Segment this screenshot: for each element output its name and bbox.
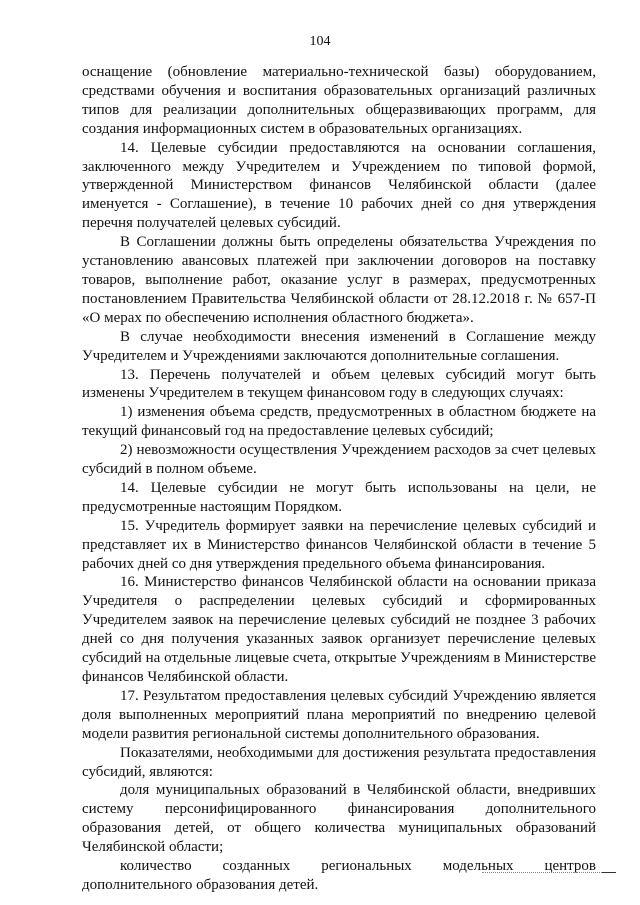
paragraph: количество созданных региональных модельных центров дополнительного образования детей. <box>82 858 596 893</box>
page-number: 104 <box>309 34 331 49</box>
paragraph: 1) изменения объема средств, предусмотренных в областном бюджете на текущий финансовый год на предоставление целевых субсидий; <box>82 404 596 440</box>
paragraph: В Соглашении должны быть определены обязательства Учреждения по установлению авансовых платежей при заключении договоров на поставку товаров, выполнение работ, оказание услуг в размерах, предусмотренных постановлением Правительства Челябинской области от 28.12.2018 г. № 657-П «О мерах по обеспечению исполнения областного бюджета». <box>82 234 596 326</box>
paragraph: 14. Целевые субсидии предоставляются на основании соглашения, заключенного между Учредителем и Учреждением по типовой формой, утвержденной Министерством финансов Челябинской области (далее именуется - Соглашение), в течение 10 рабочих дней со дня утверждения перечня получателей целевых субсидий. <box>82 139 596 232</box>
footer-solid-rule <box>602 872 616 873</box>
footer-dotted-rule <box>482 872 602 873</box>
paragraph: Показателями, необходимыми для достижения результата предоставления субсидий, являются: <box>82 744 596 780</box>
paragraph: 15. Учредитель формирует заявки на перечисление целевых субсидий и представляет их в Министерство финансов Челябинской области в течение 5 рабочих дней со дня утверждения предельного объема финансирования. <box>82 517 596 572</box>
document-body <box>82 63 596 895</box>
paragraph: 16. Министерство финансов Челябинской области на основании приказа Учредителя о распределении целевых субсидий и сформированных Учредителем заявок на перечисление целевых субсидий не позднее 3 рабочих дней со дня получения указанных заявок организует перечисление целевых субсидий на отдельные лицевые счета, открытые Учреждениям в Министерстве финансов Челябинской области. <box>82 574 596 685</box>
paragraph: 17. Результатом предоставления целевых субсидий Учреждению является доля выполненных мероприятий плана мероприятий по внедрению целевой модели развития региональной системы дополнительного образования. <box>82 687 596 742</box>
paragraph: 13. Перечень получателей и объем целевых субсидий могут быть изменены Учредителем в текущем финансовом году в следующих случаях: <box>82 366 596 402</box>
paragraph: 2) невозможности осуществления Учреждением расходов за счет целевых субсидий в полном объеме. <box>82 442 596 478</box>
paragraph: 14. Целевые субсидии не могут быть использованы на цели, не предусмотренные настоящим Порядком. <box>82 479 596 515</box>
paragraph: В случае необходимости внесения изменений в Соглашение между Учредителем и Учреждениями заключаются дополнительные соглашения. <box>82 328 596 364</box>
paragraph: доля муниципальных образований в Челябинской области, внедривших систему персонифицированного финансирования дополнительного образования детей, от общего количества муниципальных образований Челябинской области; <box>82 782 596 856</box>
paragraph: оснащение (обновление материально-технической базы) оборудованием, средствами обучения и воспитания образовательных организаций различных типов для реализации дополнительных общеразвивающих программ, для создания информационных систем в образовательных организациях. <box>82 64 596 137</box>
